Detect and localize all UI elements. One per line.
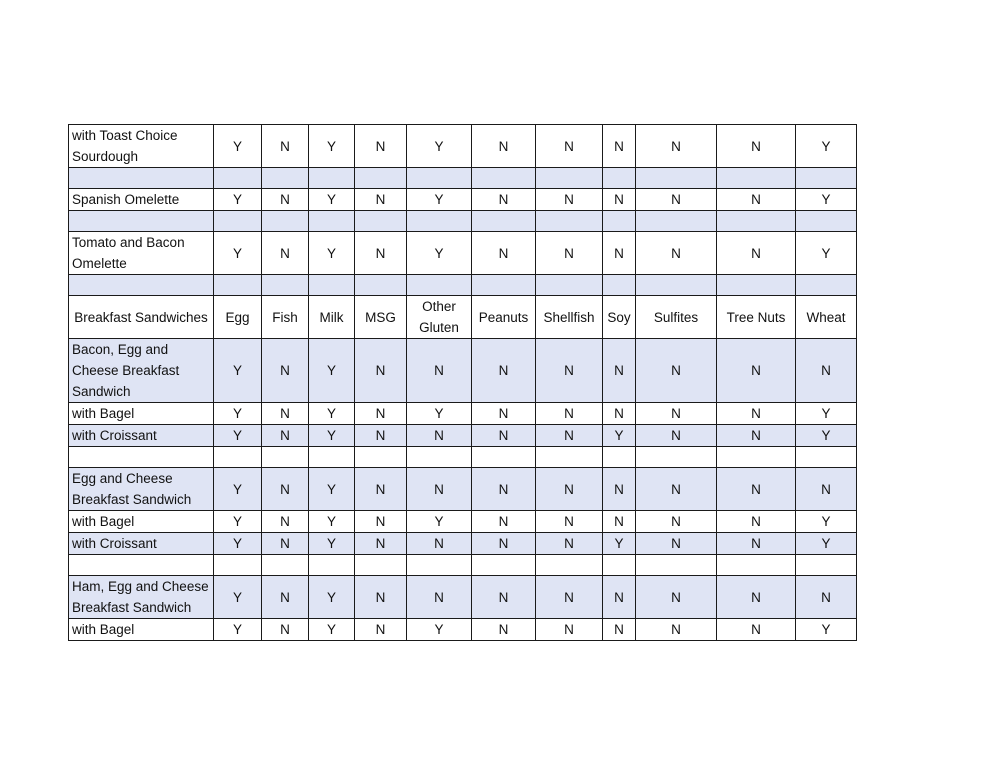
empty-cell bbox=[69, 555, 214, 576]
allergen-cell-sulfites: N bbox=[636, 511, 717, 533]
allergen-cell-tree-nuts: N bbox=[717, 125, 796, 168]
table-row bbox=[69, 576, 857, 619]
column-header-egg: Egg bbox=[214, 296, 262, 339]
allergen-cell-msg: N bbox=[355, 468, 407, 511]
column-header-milk: Milk bbox=[309, 296, 355, 339]
allergen-cell-peanuts: N bbox=[472, 533, 536, 555]
allergen-cell-peanuts: N bbox=[472, 576, 536, 619]
allergen-cell-wheat: Y bbox=[796, 125, 857, 168]
spacer-row bbox=[69, 168, 857, 189]
allergen-cell-peanuts: N bbox=[472, 232, 536, 275]
column-header-msg: MSG bbox=[355, 296, 407, 339]
empty-cell bbox=[536, 275, 603, 296]
allergen-cell-soy: N bbox=[603, 125, 636, 168]
allergen-table bbox=[68, 124, 857, 641]
column-header-tree-nuts: Tree Nuts bbox=[717, 296, 796, 339]
allergen-cell-milk: Y bbox=[309, 425, 355, 447]
allergen-cell-sulfites: N bbox=[636, 425, 717, 447]
allergen-cell-tree-nuts: N bbox=[717, 533, 796, 555]
empty-cell bbox=[796, 275, 857, 296]
empty-cell bbox=[309, 211, 355, 232]
empty-cell bbox=[472, 275, 536, 296]
item-name: with Croissant bbox=[69, 425, 214, 447]
allergen-cell-tree-nuts: N bbox=[717, 619, 796, 641]
item-name: with Croissant bbox=[69, 533, 214, 555]
allergen-cell-msg: N bbox=[355, 511, 407, 533]
empty-cell bbox=[407, 211, 472, 232]
allergen-cell-wheat: Y bbox=[796, 533, 857, 555]
allergen-cell-shellfish: N bbox=[536, 576, 603, 619]
allergen-cell-tree-nuts: N bbox=[717, 468, 796, 511]
empty-cell bbox=[262, 447, 309, 468]
item-name: Bacon, Egg and Cheese Breakfast Sandwich bbox=[69, 339, 214, 403]
column-header-wheat: Wheat bbox=[796, 296, 857, 339]
allergen-cell-milk: Y bbox=[309, 403, 355, 425]
empty-cell bbox=[472, 555, 536, 576]
item-name: Egg and Cheese Breakfast Sandwich bbox=[69, 468, 214, 511]
item-name: with Toast Choice Sourdough bbox=[69, 125, 214, 168]
allergen-cell-shellfish: N bbox=[536, 468, 603, 511]
allergen-cell-peanuts: N bbox=[472, 619, 536, 641]
empty-cell bbox=[309, 275, 355, 296]
empty-cell bbox=[536, 555, 603, 576]
empty-cell bbox=[355, 168, 407, 189]
allergen-cell-sulfites: N bbox=[636, 232, 717, 275]
empty-cell bbox=[717, 211, 796, 232]
allergen-cell-wheat: Y bbox=[796, 232, 857, 275]
table-row bbox=[69, 339, 857, 403]
allergen-cell-milk: Y bbox=[309, 533, 355, 555]
empty-cell bbox=[69, 168, 214, 189]
item-name: Tomato and Bacon Omelette bbox=[69, 232, 214, 275]
allergen-cell-peanuts: N bbox=[472, 468, 536, 511]
empty-cell bbox=[407, 447, 472, 468]
empty-cell bbox=[796, 168, 857, 189]
allergen-cell-other-gluten: N bbox=[407, 533, 472, 555]
allergen-cell-fish: N bbox=[262, 619, 309, 641]
allergen-cell-milk: Y bbox=[309, 232, 355, 275]
table-row bbox=[69, 232, 857, 275]
allergen-cell-sulfites: N bbox=[636, 339, 717, 403]
empty-cell bbox=[262, 275, 309, 296]
empty-cell bbox=[536, 211, 603, 232]
empty-cell bbox=[796, 211, 857, 232]
empty-cell bbox=[214, 275, 262, 296]
allergen-cell-msg: N bbox=[355, 232, 407, 275]
column-header-soy: Soy bbox=[603, 296, 636, 339]
allergen-cell-tree-nuts: N bbox=[717, 232, 796, 275]
allergen-cell-shellfish: N bbox=[536, 339, 603, 403]
spacer-row bbox=[69, 555, 857, 576]
empty-cell bbox=[472, 168, 536, 189]
allergen-cell-milk: Y bbox=[309, 619, 355, 641]
empty-cell bbox=[262, 555, 309, 576]
allergen-cell-fish: N bbox=[262, 339, 309, 403]
empty-cell bbox=[636, 275, 717, 296]
allergen-cell-shellfish: N bbox=[536, 125, 603, 168]
allergen-cell-sulfites: N bbox=[636, 468, 717, 511]
allergen-cell-shellfish: N bbox=[536, 533, 603, 555]
allergen-cell-fish: N bbox=[262, 468, 309, 511]
table-row bbox=[69, 533, 857, 555]
empty-cell bbox=[636, 555, 717, 576]
allergen-cell-other-gluten: N bbox=[407, 468, 472, 511]
empty-cell bbox=[536, 447, 603, 468]
allergen-cell-tree-nuts: N bbox=[717, 576, 796, 619]
allergen-cell-wheat: Y bbox=[796, 189, 857, 211]
empty-cell bbox=[355, 555, 407, 576]
allergen-cell-other-gluten: Y bbox=[407, 189, 472, 211]
empty-cell bbox=[603, 275, 636, 296]
empty-cell bbox=[355, 275, 407, 296]
empty-cell bbox=[717, 555, 796, 576]
allergen-cell-other-gluten: N bbox=[407, 576, 472, 619]
item-name: Spanish Omelette bbox=[69, 189, 214, 211]
allergen-cell-soy: Y bbox=[603, 425, 636, 447]
table-row bbox=[69, 189, 857, 211]
empty-cell bbox=[796, 555, 857, 576]
table-row bbox=[69, 468, 857, 511]
empty-cell bbox=[407, 275, 472, 296]
empty-cell bbox=[472, 211, 536, 232]
allergen-cell-tree-nuts: N bbox=[717, 425, 796, 447]
allergen-cell-sulfites: N bbox=[636, 403, 717, 425]
item-name: with Bagel bbox=[69, 619, 214, 641]
allergen-cell-egg: Y bbox=[214, 511, 262, 533]
empty-cell bbox=[636, 447, 717, 468]
allergen-cell-fish: N bbox=[262, 125, 309, 168]
allergen-cell-fish: N bbox=[262, 533, 309, 555]
empty-cell bbox=[69, 447, 214, 468]
column-header-shellfish: Shellfish bbox=[536, 296, 603, 339]
table-row bbox=[69, 125, 857, 168]
allergen-cell-egg: Y bbox=[214, 189, 262, 211]
allergen-cell-tree-nuts: N bbox=[717, 339, 796, 403]
allergen-cell-msg: N bbox=[355, 403, 407, 425]
empty-cell bbox=[214, 211, 262, 232]
allergen-cell-tree-nuts: N bbox=[717, 403, 796, 425]
allergen-cell-shellfish: N bbox=[536, 403, 603, 425]
allergen-cell-other-gluten: N bbox=[407, 425, 472, 447]
column-header-sulfites: Sulfites bbox=[636, 296, 717, 339]
allergen-cell-milk: Y bbox=[309, 511, 355, 533]
allergen-cell-fish: N bbox=[262, 232, 309, 275]
allergen-cell-wheat: N bbox=[796, 576, 857, 619]
allergen-cell-egg: Y bbox=[214, 125, 262, 168]
allergen-cell-msg: N bbox=[355, 576, 407, 619]
allergen-cell-peanuts: N bbox=[472, 189, 536, 211]
allergen-cell-milk: Y bbox=[309, 189, 355, 211]
empty-cell bbox=[796, 447, 857, 468]
allergen-cell-peanuts: N bbox=[472, 125, 536, 168]
allergen-cell-soy: N bbox=[603, 232, 636, 275]
empty-cell bbox=[717, 447, 796, 468]
allergen-cell-soy: N bbox=[603, 339, 636, 403]
spacer-row bbox=[69, 211, 857, 232]
allergen-cell-peanuts: N bbox=[472, 511, 536, 533]
allergen-cell-egg: Y bbox=[214, 425, 262, 447]
empty-cell bbox=[636, 168, 717, 189]
table-row bbox=[69, 403, 857, 425]
allergen-cell-wheat: Y bbox=[796, 403, 857, 425]
allergen-cell-msg: N bbox=[355, 339, 407, 403]
allergen-table-container bbox=[68, 124, 857, 641]
allergen-cell-shellfish: N bbox=[536, 232, 603, 275]
empty-cell bbox=[69, 211, 214, 232]
item-name: with Bagel bbox=[69, 403, 214, 425]
allergen-cell-shellfish: N bbox=[536, 189, 603, 211]
allergen-cell-fish: N bbox=[262, 511, 309, 533]
allergen-cell-wheat: Y bbox=[796, 619, 857, 641]
allergen-cell-egg: Y bbox=[214, 403, 262, 425]
spacer-row bbox=[69, 275, 857, 296]
allergen-cell-shellfish: N bbox=[536, 511, 603, 533]
allergen-cell-fish: N bbox=[262, 189, 309, 211]
allergen-cell-soy: Y bbox=[603, 533, 636, 555]
allergen-cell-wheat: Y bbox=[796, 425, 857, 447]
allergen-cell-wheat: N bbox=[796, 468, 857, 511]
empty-cell bbox=[717, 168, 796, 189]
empty-cell bbox=[214, 168, 262, 189]
empty-cell bbox=[407, 168, 472, 189]
allergen-cell-milk: Y bbox=[309, 125, 355, 168]
allergen-cell-soy: N bbox=[603, 576, 636, 619]
allergen-cell-other-gluten: N bbox=[407, 339, 472, 403]
allergen-cell-egg: Y bbox=[214, 533, 262, 555]
allergen-cell-soy: N bbox=[603, 403, 636, 425]
allergen-cell-sulfites: N bbox=[636, 189, 717, 211]
allergen-cell-egg: Y bbox=[214, 232, 262, 275]
section-header-row bbox=[69, 296, 857, 339]
allergen-cell-shellfish: N bbox=[536, 425, 603, 447]
allergen-cell-egg: Y bbox=[214, 339, 262, 403]
empty-cell bbox=[717, 275, 796, 296]
allergen-cell-tree-nuts: N bbox=[717, 189, 796, 211]
empty-cell bbox=[262, 168, 309, 189]
column-header-fish: Fish bbox=[262, 296, 309, 339]
empty-cell bbox=[309, 447, 355, 468]
allergen-cell-peanuts: N bbox=[472, 339, 536, 403]
allergen-cell-soy: N bbox=[603, 511, 636, 533]
allergen-cell-egg: Y bbox=[214, 468, 262, 511]
empty-cell bbox=[69, 275, 214, 296]
table-row bbox=[69, 425, 857, 447]
allergen-cell-sulfites: N bbox=[636, 125, 717, 168]
empty-cell bbox=[309, 168, 355, 189]
allergen-cell-msg: N bbox=[355, 125, 407, 168]
section-title: Breakfast Sandwiches bbox=[69, 296, 214, 339]
allergen-cell-msg: N bbox=[355, 619, 407, 641]
empty-cell bbox=[309, 555, 355, 576]
empty-cell bbox=[214, 447, 262, 468]
allergen-cell-wheat: Y bbox=[796, 511, 857, 533]
allergen-cell-sulfites: N bbox=[636, 533, 717, 555]
item-name: Ham, Egg and Cheese Breakfast Sandwich bbox=[69, 576, 214, 619]
allergen-cell-other-gluten: Y bbox=[407, 125, 472, 168]
allergen-cell-peanuts: N bbox=[472, 403, 536, 425]
item-name: with Bagel bbox=[69, 511, 214, 533]
column-header-peanuts: Peanuts bbox=[472, 296, 536, 339]
empty-cell bbox=[603, 555, 636, 576]
allergen-cell-peanuts: N bbox=[472, 425, 536, 447]
allergen-cell-milk: Y bbox=[309, 468, 355, 511]
empty-cell bbox=[355, 211, 407, 232]
allergen-cell-other-gluten: Y bbox=[407, 619, 472, 641]
table-row bbox=[69, 511, 857, 533]
allergen-cell-sulfites: N bbox=[636, 619, 717, 641]
allergen-cell-other-gluten: Y bbox=[407, 511, 472, 533]
allergen-cell-other-gluten: Y bbox=[407, 232, 472, 275]
table-row bbox=[69, 619, 857, 641]
allergen-cell-other-gluten: Y bbox=[407, 403, 472, 425]
allergen-cell-tree-nuts: N bbox=[717, 511, 796, 533]
allergen-cell-milk: Y bbox=[309, 339, 355, 403]
allergen-cell-soy: N bbox=[603, 468, 636, 511]
column-header-other-gluten: Other Gluten bbox=[407, 296, 472, 339]
allergen-cell-sulfites: N bbox=[636, 576, 717, 619]
empty-cell bbox=[262, 211, 309, 232]
allergen-cell-msg: N bbox=[355, 425, 407, 447]
allergen-cell-fish: N bbox=[262, 403, 309, 425]
allergen-cell-fish: N bbox=[262, 425, 309, 447]
empty-cell bbox=[603, 168, 636, 189]
allergen-cell-soy: N bbox=[603, 619, 636, 641]
allergen-cell-shellfish: N bbox=[536, 619, 603, 641]
empty-cell bbox=[536, 168, 603, 189]
empty-cell bbox=[603, 447, 636, 468]
empty-cell bbox=[355, 447, 407, 468]
empty-cell bbox=[636, 211, 717, 232]
empty-cell bbox=[214, 555, 262, 576]
allergen-cell-fish: N bbox=[262, 576, 309, 619]
empty-cell bbox=[407, 555, 472, 576]
allergen-cell-msg: N bbox=[355, 533, 407, 555]
allergen-cell-egg: Y bbox=[214, 619, 262, 641]
empty-cell bbox=[603, 211, 636, 232]
allergen-cell-soy: N bbox=[603, 189, 636, 211]
allergen-cell-wheat: N bbox=[796, 339, 857, 403]
empty-cell bbox=[472, 447, 536, 468]
spacer-row bbox=[69, 447, 857, 468]
allergen-cell-egg: Y bbox=[214, 576, 262, 619]
allergen-cell-msg: N bbox=[355, 189, 407, 211]
allergen-cell-milk: Y bbox=[309, 576, 355, 619]
